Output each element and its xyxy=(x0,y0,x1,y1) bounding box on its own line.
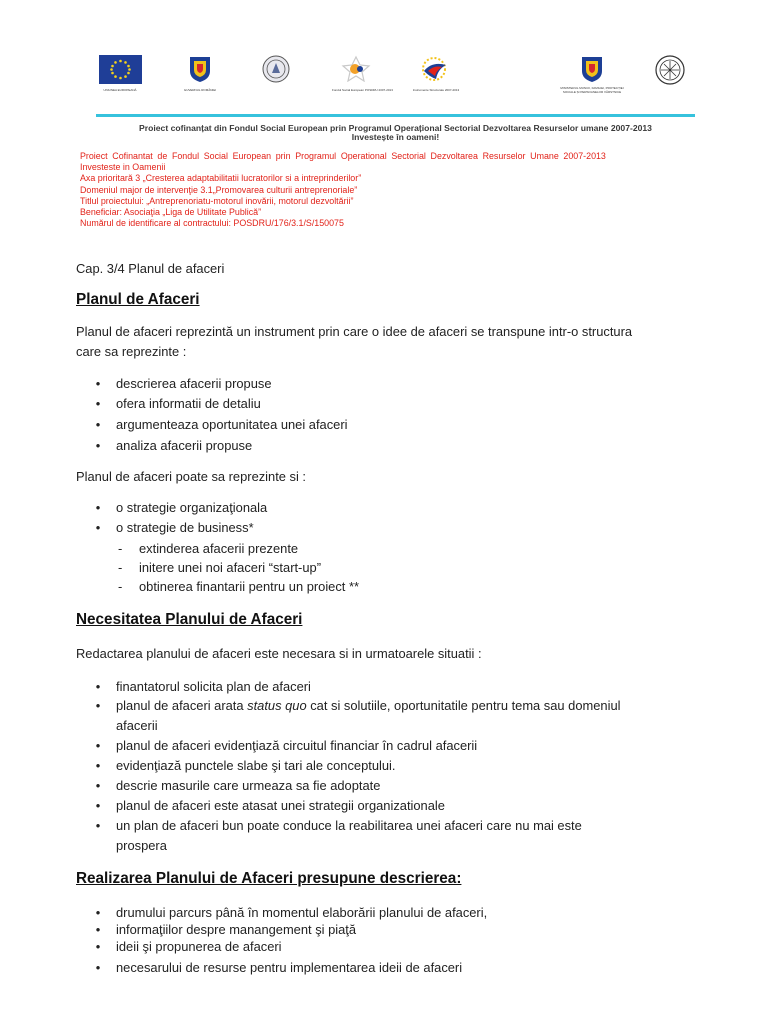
project-line: Titlul proiectului: „Antreprenoriatu-motorul inovării, motorul dezvoltării” xyxy=(80,195,354,206)
logo-caption: MINISTERUL MUNCII, FAMILIEI, PROTECȚIEI SOCIALE ȘI PERSOANELOR VÂRSTNICE xyxy=(560,86,624,94)
intro-line: Planul de afaceri reprezintă un instrument prin care o idee de afaceri se transpune intr-o structura xyxy=(76,324,633,339)
logo-strip xyxy=(0,0,768,114)
logo-caption: Instrumente Structurale 2007-2013 xyxy=(412,88,460,92)
funding-line: Proiect cofinanțat din Fondul Social European prin Programul Operațional Sectorial Dezvoltarea Resurselor umane 2007-2013 xyxy=(139,123,652,133)
ministry-crest-logo xyxy=(580,55,604,83)
section-intro: Planul de afaceri poate sa reprezinte si : xyxy=(76,469,307,484)
eu-flag-logo xyxy=(99,55,142,84)
structural-instruments-logo xyxy=(418,55,452,83)
funding-slogan: Investește în oameni! xyxy=(351,132,440,142)
seal-logo xyxy=(262,55,290,83)
logo-caption: UNIUNEA EUROPEANĂ xyxy=(103,88,137,92)
fse-logo xyxy=(341,55,371,82)
logo-caption: Fondul Social European POSDRU 2007-2013 xyxy=(332,88,393,92)
project-line: Domeniul major de intervenţie 3.1„Promovarea culturii antreprenoriale” xyxy=(80,184,358,195)
section-heading: Necesitatea Planului de Afaceri xyxy=(76,611,303,628)
project-line: Numărul de identificare al contractului: POSDRU/176/3.1/S/150075 xyxy=(80,218,344,229)
logo-caption: GUVERNUL ROMÂNIEI xyxy=(183,88,217,92)
project-line: Proiect Cofinantat de Fondul Social European prin Programul Operational Sectorial Dezvoltarea Resurselor Umane 2007-2013 xyxy=(80,151,606,161)
project-info-block xyxy=(80,151,720,229)
funding-statement xyxy=(96,124,695,142)
project-line: Axa prioritară 3 „Cresterea adaptabilitatii lucratorilor si a intreprinderilor” xyxy=(80,173,362,184)
project-line: Beneficiar: Asociaţia „Liga de Utilitate Publică” xyxy=(80,207,262,218)
section-intro: Redactarea planului de afaceri este necesara si in urmatoarele situatii : xyxy=(76,646,482,661)
section-intro xyxy=(76,322,716,362)
chapter-title: Cap. 3/4 Planul de afaceri xyxy=(76,261,225,276)
coat-of-arms-logo xyxy=(188,55,212,83)
section-heading: Realizarea Planului de Afaceri presupune descrierea: xyxy=(76,870,462,887)
header-divider xyxy=(96,114,695,117)
section-heading: Planul de Afaceri xyxy=(76,291,200,308)
emblem-logo xyxy=(655,55,685,85)
intro-line: care sa reprezinte : xyxy=(76,344,187,359)
project-line: Investeste in Oamenii xyxy=(80,162,166,173)
